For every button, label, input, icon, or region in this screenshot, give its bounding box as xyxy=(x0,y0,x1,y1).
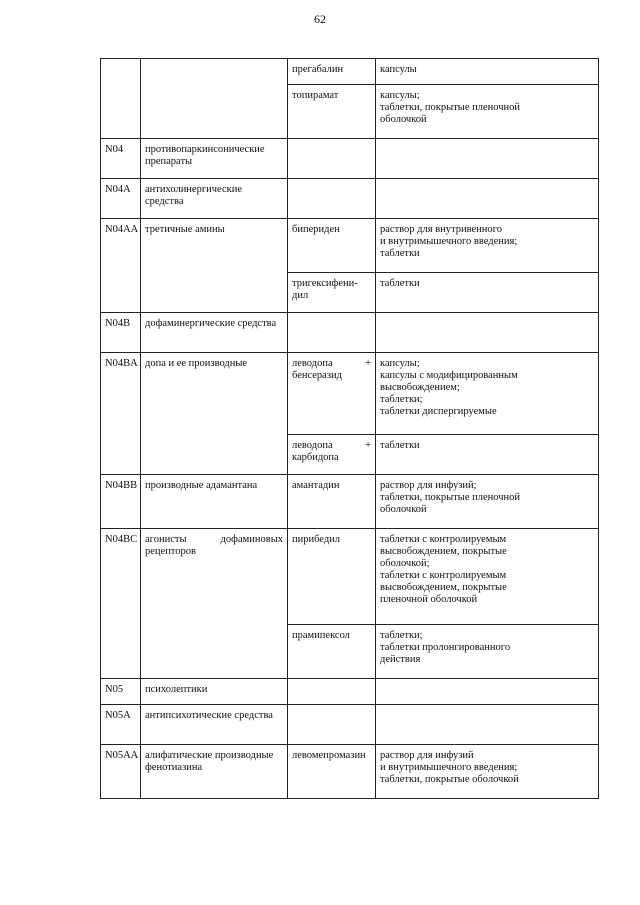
group-name-cell: дофаминергические средства xyxy=(141,313,288,353)
atc-code-cell: N04BB xyxy=(101,475,141,529)
drug-name-part: бенсеразид xyxy=(292,370,342,381)
dosage-form-line: капсулы; xyxy=(380,90,420,101)
dosage-form-line: капсулы; xyxy=(380,358,420,369)
dosage-form-line: таблетки, покрытые оболочкой xyxy=(380,774,519,785)
dosage-form-line: таблетки xyxy=(380,440,420,451)
group-name-cell: психолептики xyxy=(141,679,288,705)
dosage-form-cell xyxy=(376,273,599,313)
table-row xyxy=(101,179,599,219)
atc-code-cell: N04BC xyxy=(101,529,141,679)
dosage-form-cell xyxy=(376,679,599,705)
table-row xyxy=(101,745,599,799)
dosage-form-line: высвобождением, покрытые xyxy=(380,546,507,557)
group-name-cell: противопаркинсонические препараты xyxy=(141,139,288,179)
dosage-form-cell xyxy=(376,435,599,475)
dosage-form-cell xyxy=(376,219,599,273)
dosage-form-cell xyxy=(376,745,599,799)
dosage-form-line: действия xyxy=(380,654,421,665)
drug-list-table xyxy=(100,58,599,799)
table-row xyxy=(101,219,599,273)
dosage-form-line: таблетки пролонгированного xyxy=(380,642,511,653)
dosage-form-line: таблетки; xyxy=(380,630,423,641)
atc-code-cell: N04B xyxy=(101,313,141,353)
dosage-form-line: таблетки; xyxy=(380,394,423,405)
drug-name-cell xyxy=(288,679,376,705)
dosage-form-line: оболочкой; xyxy=(380,558,430,569)
group-name-cell: антихолинергические средства xyxy=(141,179,288,219)
table-row xyxy=(101,353,599,435)
drug-name-part: карбидопа xyxy=(292,452,339,463)
atc-code-cell: N04A xyxy=(101,179,141,219)
dosage-form-line: таблетки, покрытые пленочной xyxy=(380,492,521,503)
drug-name-cell: прамипексол xyxy=(288,625,376,679)
dosage-form-line: оболочкой xyxy=(380,114,427,125)
dosage-form-cell xyxy=(376,353,599,435)
drug-combination xyxy=(292,440,371,452)
dosage-form-line: и внутримышечного введения; xyxy=(380,762,518,773)
plus-sign: + xyxy=(365,440,371,451)
table-row xyxy=(101,139,599,179)
drug-name-cell: амантадин xyxy=(288,475,376,529)
dosage-form-line: таблетки, покрытые пленочной xyxy=(380,102,521,113)
dosage-form-line: высвобождением, покрытые xyxy=(380,582,507,593)
dosage-form-line: раствор для внутривенного xyxy=(380,224,502,235)
dosage-form-cell xyxy=(376,625,599,679)
drug-name-cell: топирамат xyxy=(288,85,376,139)
atc-code-cell: N04BA xyxy=(101,353,141,475)
drug-name-cell xyxy=(288,179,376,219)
dosage-form-line: пленочной оболочкой xyxy=(380,594,478,605)
drug-name-part: леводопа xyxy=(292,358,333,369)
group-name-cell: алифатические производные фенотиазина xyxy=(141,745,288,799)
dosage-form-cell xyxy=(376,139,599,179)
dosage-form-cell xyxy=(376,85,599,139)
dosage-form-line: таблетки диспергируемые xyxy=(380,406,497,417)
table-row xyxy=(101,313,599,353)
page-number: 62 xyxy=(314,12,326,26)
group-name-cell: третичные амины xyxy=(141,219,288,313)
dosage-form-line: оболочкой xyxy=(380,504,427,515)
dosage-form-cell xyxy=(376,475,599,529)
dosage-form-line: раствор для инфузий; xyxy=(380,480,477,491)
group-name-cell: допа и ее производные xyxy=(141,353,288,475)
dosage-form-cell xyxy=(376,529,599,625)
group-name-cell xyxy=(141,59,288,139)
table-row xyxy=(101,705,599,745)
dosage-form-line: раствор для инфузий xyxy=(380,750,474,761)
plus-sign: + xyxy=(365,358,371,369)
dosage-form-line: таблетки xyxy=(380,278,420,289)
table-row xyxy=(101,679,599,705)
drug-name-part: леводопа xyxy=(292,440,333,451)
atc-code-cell: N05A xyxy=(101,705,141,745)
dosage-form-cell xyxy=(376,313,599,353)
group-name-cell: производные адамантана xyxy=(141,475,288,529)
dosage-form-cell xyxy=(376,705,599,745)
dosage-form-cell xyxy=(376,59,599,85)
atc-code-cell: N05AA xyxy=(101,745,141,799)
drug-name-cell: пирибедил xyxy=(288,529,376,625)
drug-name-cell xyxy=(288,313,376,353)
table-row xyxy=(101,475,599,529)
table-row xyxy=(101,59,599,85)
atc-code-cell: N04AA xyxy=(101,219,141,313)
drug-name-cell: прегабалин xyxy=(288,59,376,85)
dosage-form-line: таблетки с контролируемым xyxy=(380,534,507,545)
drug-name-cell: бипериден xyxy=(288,219,376,273)
dosage-form-cell xyxy=(376,179,599,219)
atc-code-cell: N04 xyxy=(101,139,141,179)
dosage-form-line: таблетки с контролируемым xyxy=(380,570,507,581)
drug-name-cell: левомепромазин xyxy=(288,745,376,799)
group-name-cell: агонисты дофаминовых рецепторов xyxy=(141,529,288,679)
drug-name-cell xyxy=(288,435,376,475)
drug-name-cell: тригексифени-дил xyxy=(288,273,376,313)
atc-code-cell: N05 xyxy=(101,679,141,705)
drug-name-cell xyxy=(288,705,376,745)
dosage-form-line: и внутримышечного введения; xyxy=(380,236,518,247)
atc-code-cell xyxy=(101,59,141,139)
group-name-cell: антипсихотические средства xyxy=(141,705,288,745)
dosage-form-line: капсулы с модифицированным xyxy=(380,370,518,381)
drug-combination xyxy=(292,358,371,370)
drug-name-cell xyxy=(288,353,376,435)
dosage-form-line: капсулы xyxy=(380,64,417,75)
table-row xyxy=(101,529,599,625)
dosage-form-line: таблетки xyxy=(380,248,420,259)
drug-name-cell xyxy=(288,139,376,179)
dosage-form-line: высвобождением; xyxy=(380,382,460,393)
